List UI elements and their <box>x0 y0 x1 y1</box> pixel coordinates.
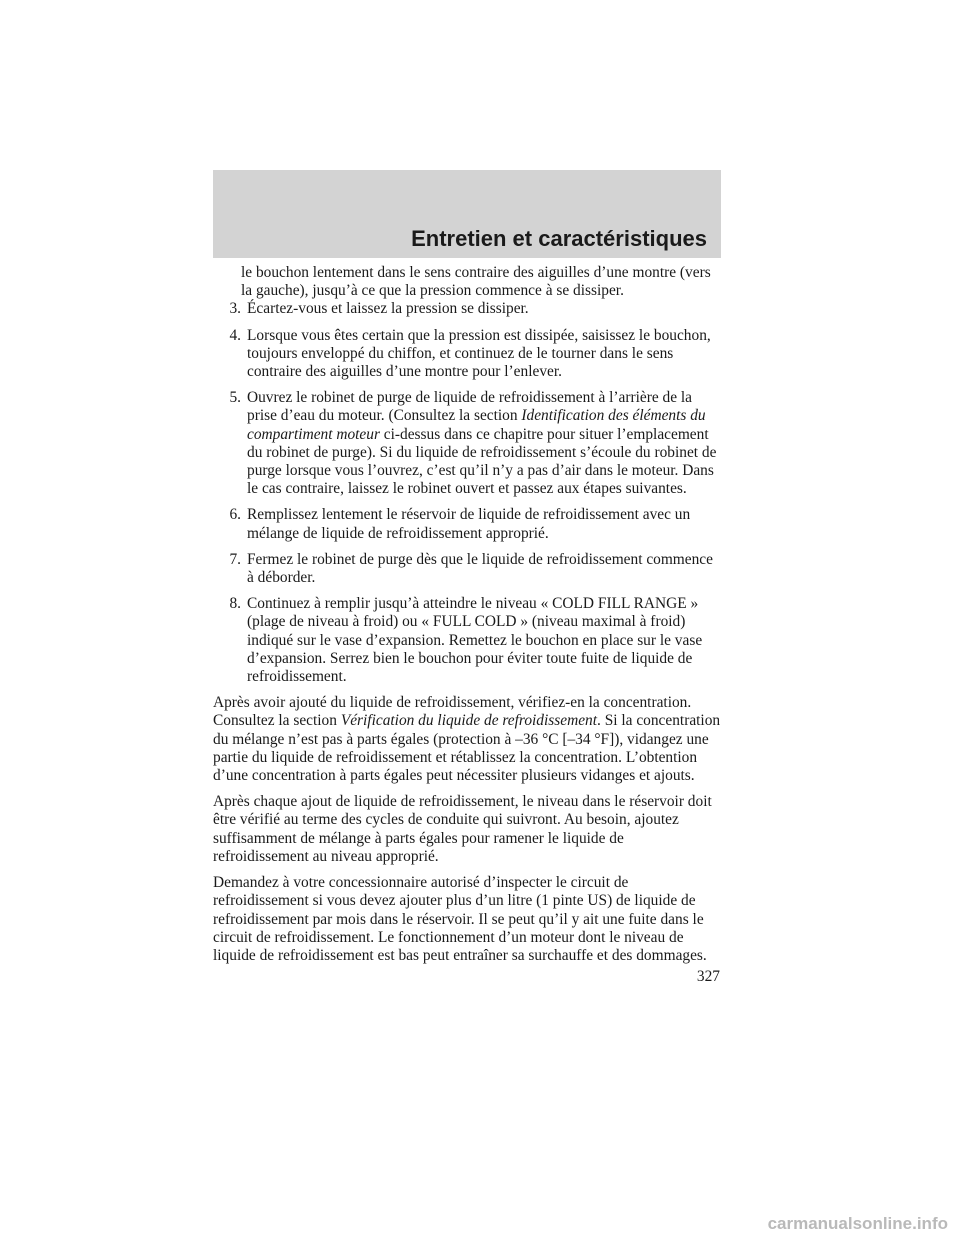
step-text: Remplissez lentement le réservoir de liquide de refroidissement avec un mélange de liquide de refroidissement approprié. <box>247 506 691 542</box>
page-body <box>213 264 721 973</box>
step-text: Fermez le robinet de purge dès que le liquide de refroidissement commence à déborder. <box>247 550 713 587</box>
step-number: 5. <box>229 389 241 407</box>
step-item-7 <box>213 551 721 587</box>
step-text-part: Ouvrez le robinet de purge de liquide de refroidissement à l’arrière de la prise d’eau du moteur. (Consultez la section <box>247 389 692 425</box>
step-item-4 <box>213 327 721 382</box>
step-item-3 <box>213 300 721 318</box>
step-number: 8. <box>229 595 241 613</box>
step-text <box>241 389 721 498</box>
paragraph-concentration <box>213 694 721 785</box>
step-number: 7. <box>229 550 241 568</box>
step-text: Continuez à remplir jusqu’à atteindre le niveau « COLD FILL RANGE » (plage de niveau à froid) ou « FULL COLD » (niveau maximal à froid) indiqué sur le vase d’expansion. Remettez le bouchon en place sur le vase d’expansion. Serrez bien le bouchon pour éviter toute fuite de liquide de refroidissement. <box>247 595 703 686</box>
step-number: 6. <box>229 506 241 524</box>
step-item-8 <box>213 595 721 686</box>
paragraph-part: . Si la concentration du mélange n’est pas à parts égales (protection à –36 °C [–34 °F]), vidangez une partie du liquide de refroidissement et rétablissez la concentration. L’obtention d’une concentration à parts égales peut nécessiter plusieurs vidanges et ajouts. <box>213 712 721 785</box>
section-title: Entretien et caractéristiques <box>411 226 707 251</box>
step-text: Lorsque vous êtes certain que la pression est dissipée, saisissez le bouchon, toujours enveloppé du chiffon, et continuez de le tourner dans le sens contraire des aiguilles d’une montre pour l’enlever. <box>247 326 711 381</box>
step-text-part: ci-dessus dans ce chapitre pour situer l’emplacement du robinet de purge). Si du liquide de refroidissement s’écoule du robinet de purge lorsque vous l’ouvrez, c’est qu’il n’y a pas d’air dans le moteur. Dans le cas contraire, laissez le robinet ouvert et passez aux étapes suivantes. <box>247 425 717 498</box>
paragraph-part: Après avoir ajouté du liquide de refroidissement, vérifiez-en la concentration. Consultez la section <box>213 694 692 730</box>
step-item-5 <box>213 389 721 498</box>
paragraph-dealer-inspection: Demandez à votre concessionnaire autorisé d’inspecter le circuit de refroidissement si vous devez ajouter plus d’un litre (1 pinte US) de liquide de refroidissement par mois dans le réservoir. Il se peut qu’il y ait une fuite dans le circuit de refroidissement. Le fonctionnement d’un moteur dont le niveau de liquide de refroidissement est bas peut entraîner sa surchauffe et des dommages. <box>213 874 707 964</box>
section-header <box>213 170 721 258</box>
step-text: Écartez-vous et laissez la pression se dissiper. <box>247 300 529 318</box>
step-number: 3. <box>229 300 241 318</box>
watermark: carmanualsonline.info <box>767 1214 948 1233</box>
paragraph-level-check: Après chaque ajout de liquide de refroidissement, le niveau dans le réservoir doit être vérifié au terme des cycles de conduite qui suivront. Au besoin, ajoutez suffisamment de mélange à parts égales pour ramener le liquide de refroidissement au niveau approprié. <box>213 793 712 865</box>
continued-step-text: le bouchon lentement dans le sens contraire des aiguilles d’une montre (vers la gauche), jusqu’à ce que la pression commence à se dissiper. <box>241 264 711 300</box>
page-number: 327 <box>696 968 720 985</box>
section-reference: Vérification du liquide de refroidissement <box>340 712 597 730</box>
section-reference: Identification des éléments du compartiment moteur <box>247 407 706 443</box>
step-number: 4. <box>229 326 241 344</box>
step-item-6 <box>213 506 721 542</box>
